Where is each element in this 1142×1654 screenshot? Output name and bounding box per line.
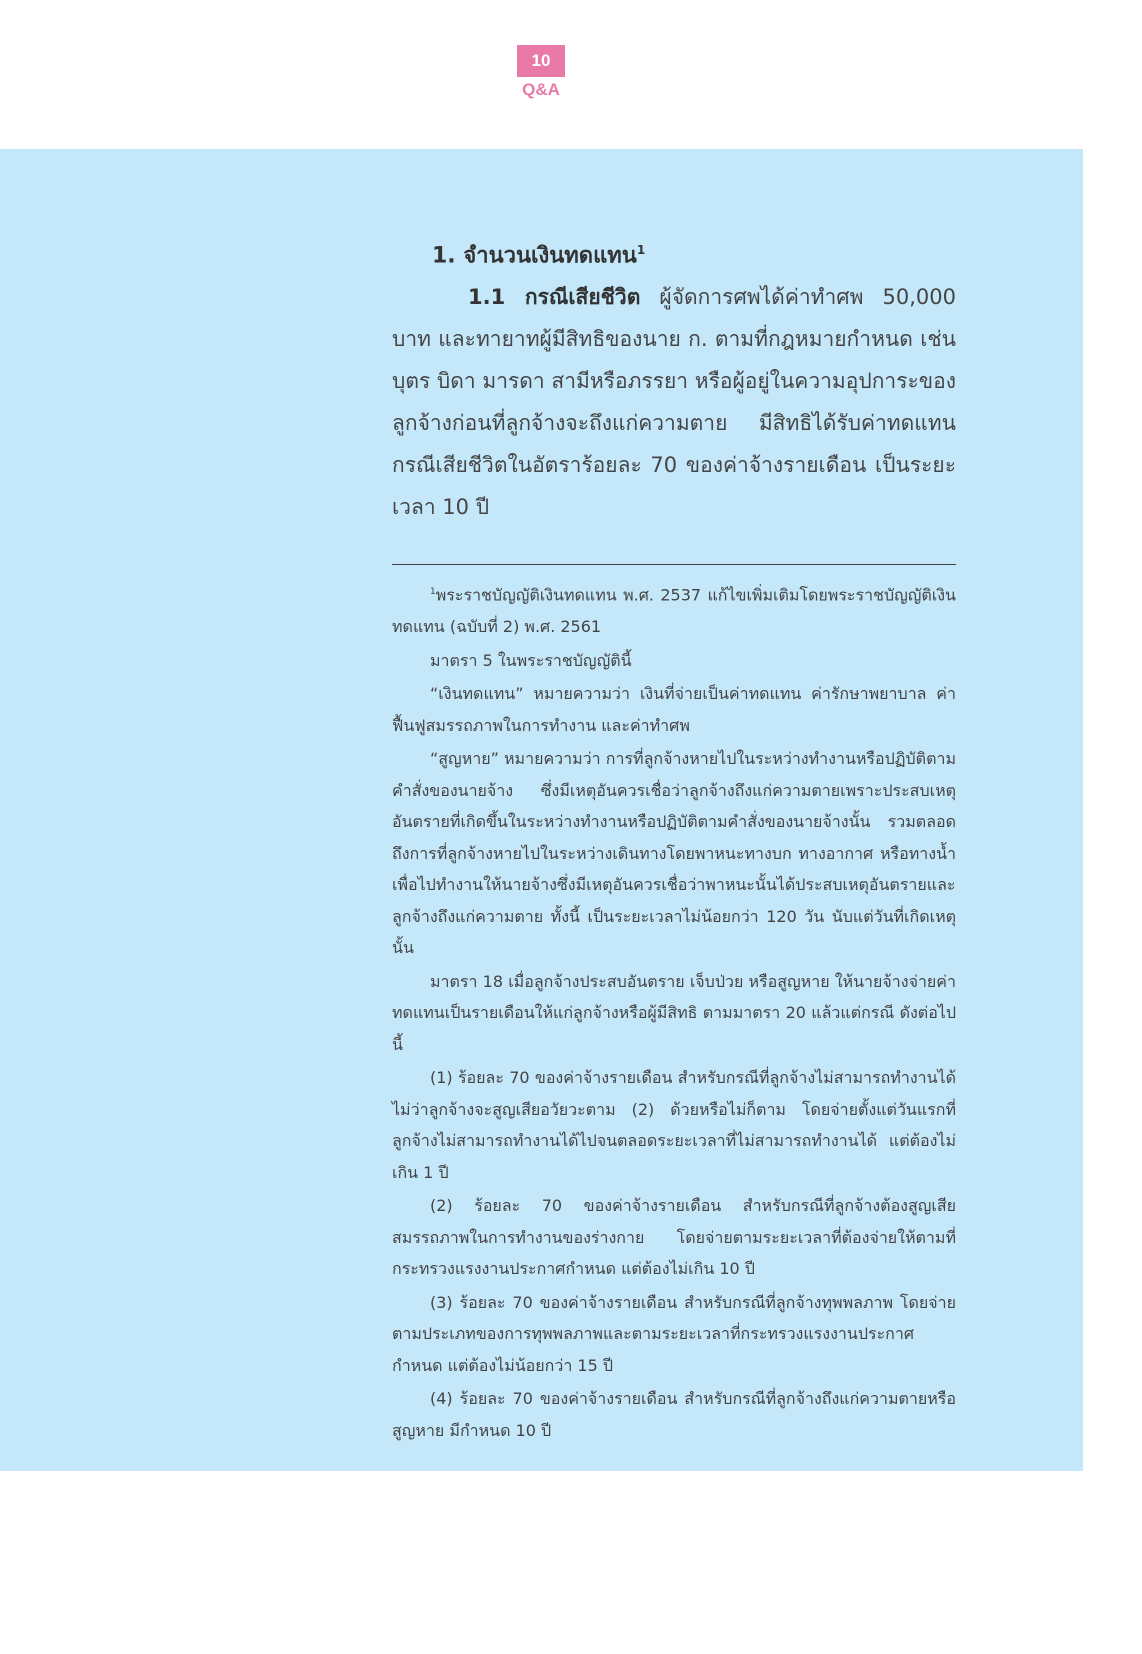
footnote-marker: 1 [430,587,436,598]
footnote-reference: 1 [636,243,646,257]
article-content [392,230,956,1448]
paragraph-body: ผู้จัดการศพได้ค่าทำศพ 50,000 บาท และทายาทผู้มีสิทธิของนาย ก. ตามที่กฎหมายกำหนด เช่น บุตร บิดา มารดา สามีหรือภรรยา หรือผู้อยู่ในความอุปการะของลูกจ้างก่อนที่ลูกจ้างจะถึงแก่ความตาย มีสิทธิได้รับค่าทดแทนกรณีเสียชีวิตในอัตราร้อยละ 70 ของค่าจ้างรายเดือน เป็นระยะเวลา 10 ปี [392,285,957,520]
footnote-item: (1) ร้อยละ 70 ของค่าจ้างรายเดือน สำหรับกรณีที่ลูกจ้างไม่สามารถทำงานได้ ไม่ว่าลูกจ้างจะสูญเสียอวัยวะตาม (2) ด้วยหรือไม่ก็ตาม โดยจ่ายตั้งแต่วันแรกที่ลูกจ้างไม่สามารถทำงานได้ไปจนตลอดระยะเวลาที่ไม่สามารถทำงานได้ แต่ต้องไม่เกิน 1 ปี [392,1068,956,1182]
footnote-item: “สูญหาย” หมายความว่า การที่ลูกจ้างหายไปในระหว่างทำงานหรือปฏิบัติตามคำสั่งของนายจ้าง ซึ่งมีเหตุอันควรเชื่อว่าลูกจ้างถึงแก่ความตายเพราะประสบเหตุอันตรายที่เกิดขึ้นในระหว่างทำงานหรือปฏิบัติตามคำสั่งของนายจ้างนั้น รวมตลอดถึงการที่ลูกจ้างหายไปในระหว่างเดินทางโดยพาหนะทางบก ทางอากาศ หรือทางน้ำ เพื่อไปทำงานให้นายจ้างซึ่งมีเหตุอันควรเชื่อว่าพาหนะนั้นได้ประสบเหตุอันตรายและลูกจ้างถึงแก่ความตาย ทั้งนี้ เป็นระยะเวลาไม่น้อยกว่า 120 วัน นับแต่วันที่เกิดเหตุนั้น [392,749,956,958]
section-heading [432,230,956,276]
footnote-item: (2) ร้อยละ 70 ของค่าจ้างรายเดือน สำหรับกรณีที่ลูกจ้างต้องสูญเสียสมรรถภาพในการทำงานของร่างกาย โดยจ่ายตามระยะเวลาที่ต้องจ่ายให้ตามที่กระทรวงแรงงานประกาศกำหนด แต่ต้องไม่เกิน 10 ปี [392,1196,956,1279]
page-number-badge: 10 [517,45,565,77]
footnote-item: (3) ร้อยละ 70 ของค่าจ้างรายเดือน สำหรับกรณีที่ลูกจ้างทุพพลภาพ โดยจ่ายตามประเภทของการทุพพลภาพและตามระยะเวลาที่กระทรวงแรงงานประกาศกำหนด แต่ต้องไม่น้อยกว่า 15 ปี [392,1292,956,1375]
footnote-item: “เงินทดแทน” หมายความว่า เงินที่จ่ายเป็นค่าทดแทน ค่ารักษาพยาบาล ค่าฟื้นฟูสมรรถภาพในการทำงาน และค่าทำศพ [392,684,956,735]
footnote-divider [392,564,956,565]
footnote-item [392,577,956,642]
paragraph-lead: 1.1 กรณีเสียชีวิต [468,285,641,310]
footnote-item: (4) ร้อยละ 70 ของค่าจ้างรายเดือน สำหรับกรณีที่ลูกจ้างถึงแก่ความตายหรือสูญหาย มีกำหนด 10 ปี [392,1389,956,1440]
section-label: Q&A [522,80,560,99]
footnote-item: มาตรา 18 เมื่อลูกจ้างประสบอันตราย เจ็บป่วย หรือสูญหาย ให้นายจ้างจ่ายค่าทดแทนเป็นรายเดือนให้แก่ลูกจ้างหรือผู้มีสิทธิ ตามมาตรา 20 แล้วแต่กรณี ดังต่อไปนี้ [392,971,956,1054]
footnote-item: มาตรา 5 ในพระราชบัญญัตินี้ [430,650,632,670]
main-paragraph [392,276,956,528]
footnote-text: พระราชบัญญัติเงินทดแทน พ.ศ. 2537 แก้ไขเพิ่มเติมโดยพระราชบัญญัติเงินทดแทน (ฉบับที่ 2) พ.ศ. 2561 [392,585,956,637]
heading-text: 1. จำนวนเงินทดแทน [432,243,637,269]
